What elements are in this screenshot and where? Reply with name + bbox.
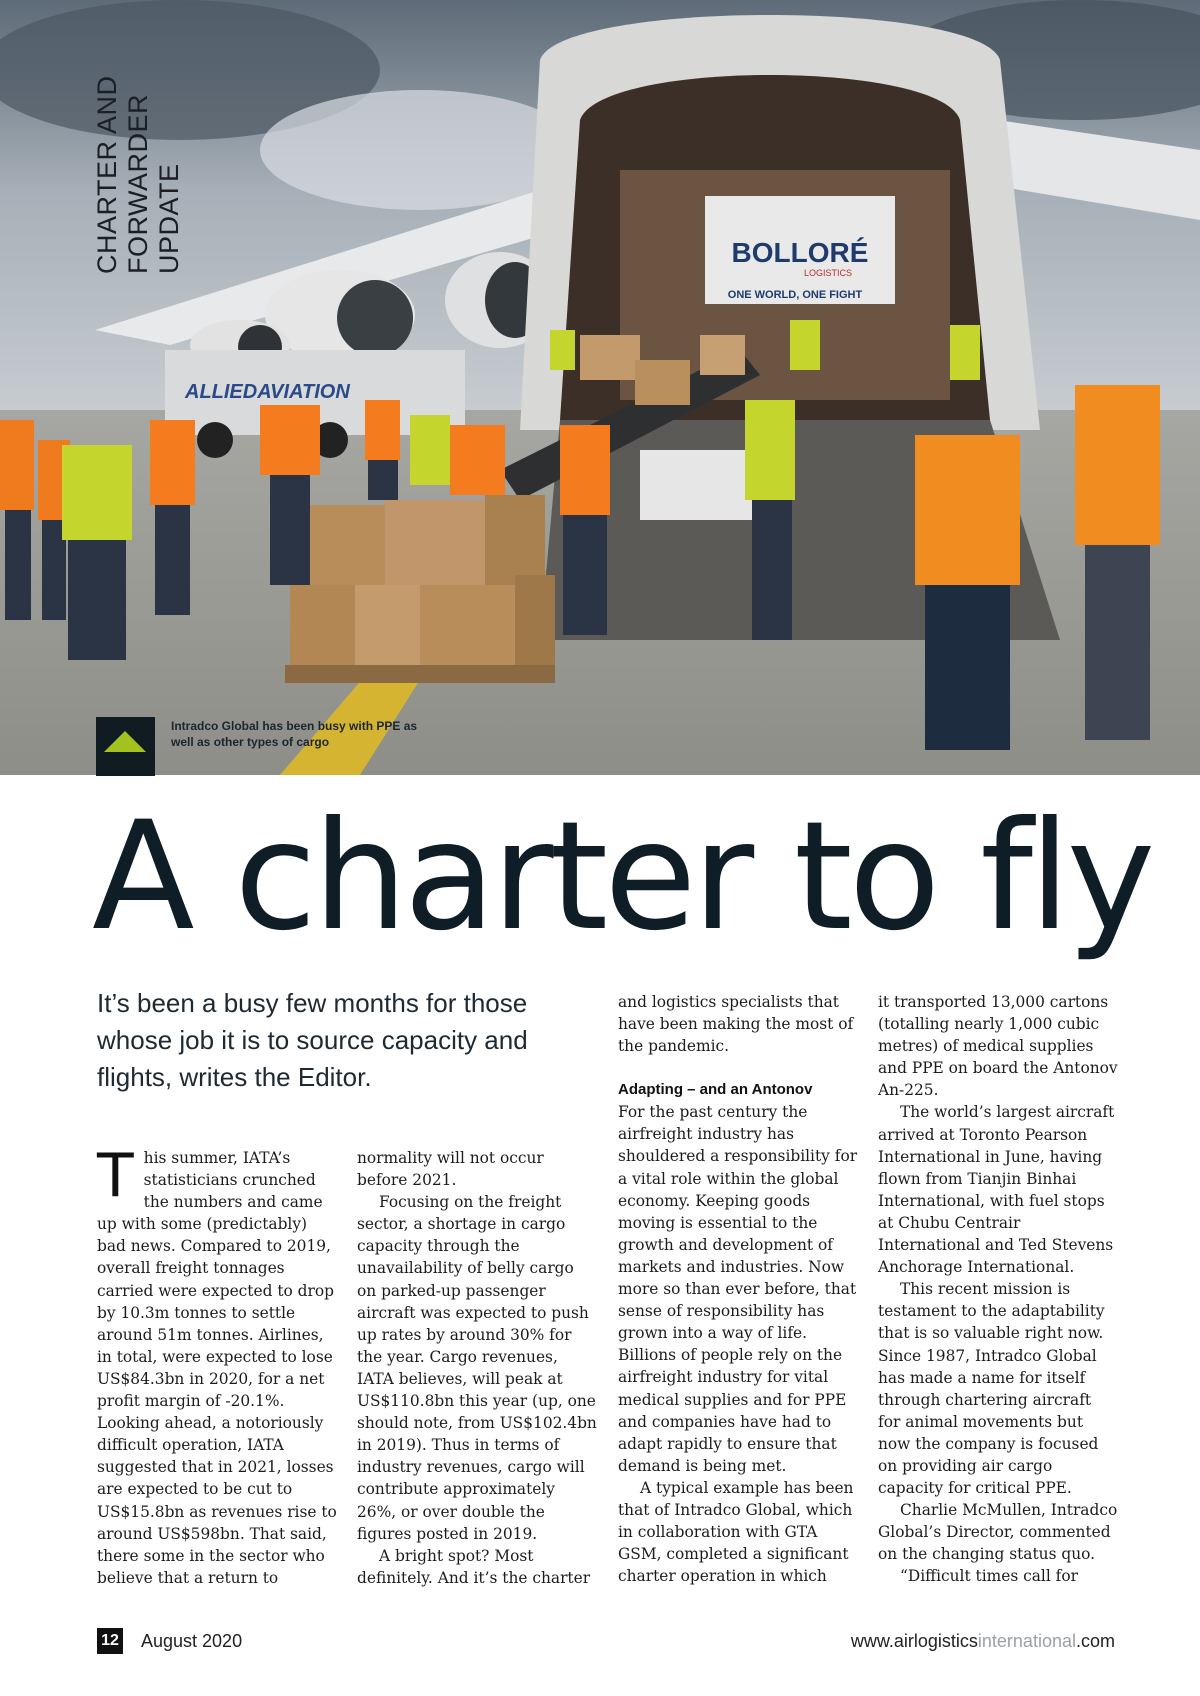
- section-label: [92, 75, 332, 274]
- box: [700, 335, 745, 375]
- url-suffix: .com: [1075, 1631, 1115, 1651]
- drop-cap: T: [97, 1141, 134, 1211]
- page-number: 12: [97, 1628, 123, 1654]
- engine-intake: [337, 280, 413, 356]
- body-paragraph: normality will not occur before 2021.: [357, 1149, 544, 1190]
- body-paragraph: The world’s largest aircraft arrived at Toronto Pearson International in June, having flown from Tianjin Binhai International, with fuel stops at Chubu Centrair International and Ted Stevens Anchorage International.: [878, 1103, 1115, 1277]
- page-footer: [97, 1628, 1115, 1658]
- article-headline: A charter to fly: [92, 790, 1152, 964]
- body-paragraph: “Difficult times call for: [900, 1567, 1078, 1586]
- body-paragraph: and logistics specialists that have been making the most of the pandemic.: [618, 993, 854, 1056]
- issue-date: August 2020: [141, 1631, 243, 1651]
- body-paragraph: A typical example has been that of Intradco Global, which in collaboration with GTA GSM, completed a significant charter operation in which: [618, 1478, 854, 1586]
- body-column-1: [97, 1141, 337, 1589]
- body-paragraph: Charlie McMullen, Intradco Global’s Director, commented on the changing status quo.: [878, 1501, 1118, 1564]
- url-prefix: www.airlogistics: [850, 1631, 978, 1651]
- url-mid: international: [977, 1631, 1076, 1651]
- truck-text: ALLIEDAVIATION: [185, 381, 350, 403]
- triangle-icon: [96, 717, 155, 776]
- cargo-pallet: [285, 495, 555, 683]
- section-label-line: FORWARDER: [123, 94, 153, 274]
- wheel: [197, 422, 233, 458]
- section-label-line: CHARTER AND: [92, 75, 122, 274]
- website-link[interactable]: [851, 1628, 1115, 1654]
- box: [580, 335, 640, 380]
- caption-marker: [96, 717, 155, 776]
- body-column-4: [878, 991, 1118, 1588]
- body-paragraph: This recent mission is testament to the adaptability that is so valuable right now. Since 1987, Intradco Global has made a name for itself through chartering aircraft for animal movements but now the company is focused on providing air cargo capacity for critical PPE.: [878, 1280, 1105, 1498]
- cargo-banner: [705, 196, 895, 304]
- section-label-line: UPDATE: [154, 163, 184, 274]
- body-column-3: [618, 991, 858, 1587]
- body-paragraph: A bright spot? Most definitely. And it’s the charter: [357, 1546, 591, 1587]
- banner-tagline: ONE WORLD, ONE FIGHT: [727, 289, 863, 301]
- body-paragraph: Focusing on the freight sector, a shortage in cargo capacity through the unavailability of belly cargo on parked-up passenger aircraft was expected to push up rates by around 30% for the year. Cargo revenues, IATA believes, will peak at US$110.8bn this year (up, one should note, from US$102.4bn in 2019). Thus in terms of industry revenues, cargo will contribute approximately 26%, or over double the figures posted in 2019.: [357, 1193, 597, 1543]
- section-subhead: Adapting – and an Antonov: [618, 1081, 813, 1099]
- body-column-2: [357, 1147, 597, 1589]
- photo-caption: Intradco Global has been busy with PPE as well as other types of cargo: [171, 719, 418, 749]
- article-standfirst: It’s been a busy few months for those whose job it is to source capacity and flights, writes the Editor.: [97, 988, 528, 1092]
- body-paragraph: For the past century the airfreight industry has shouldered a responsibility for a vital role within the global economy. Keeping goods moving is essential to the growth and development of markets and industries. Now more so than ever before, that sense of responsibility has grown into a way of life. Billions of people rely on the airfreight industry for vital medical supplies and for PPE and companies have had to adapt rapidly to ensure that demand is being met.: [618, 1103, 858, 1475]
- body-paragraph: it transported 13,000 cartons (totalling nearly 1,000 cubic metres) of medical supplies and PPE on board the Antonov An-225.: [878, 993, 1118, 1100]
- box: [635, 360, 690, 405]
- banner-sub: LOGISTICS: [803, 268, 853, 278]
- banner-brand: BOLLORÉ: [731, 237, 869, 268]
- body-paragraph: his summer, IATA’s statisticians crunched the numbers and came up with some (predictably) bad news. Compared to 2019, overall freight tonnages carried were expected to drop by 10.3m tonnes to settle around 51m tonnes. Airlines, in total, were expected to lose US$84.3bn in 2020, for a net profit margin of -20.1%. Looking ahead, a notoriously difficult operation, IATA suggested that in 2021, losses are expected to be cut to US$15.8bn as revenues rise to around US$598bn. That said, there some in the sector who believe that a return to: [97, 1149, 337, 1587]
- hero-photo: [0, 0, 1200, 775]
